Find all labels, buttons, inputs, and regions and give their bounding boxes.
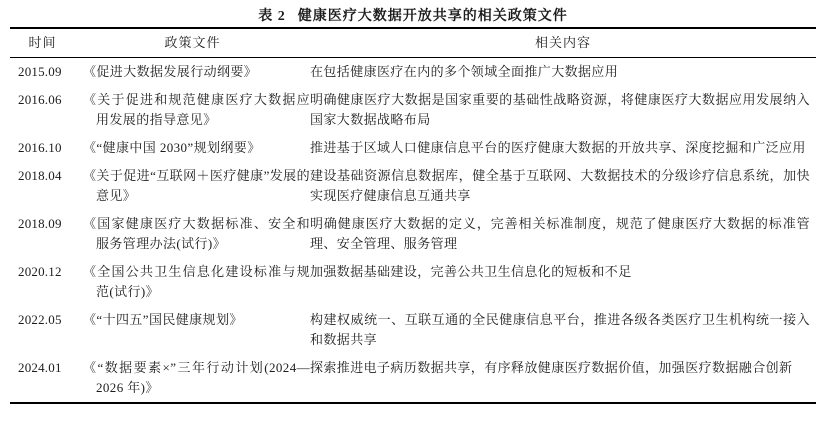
cell-time: 2015.09 bbox=[18, 64, 62, 79]
column-header-policy: 政策文件 bbox=[164, 35, 221, 50]
cell-content: 构建权威统一、互联互通的全民健康信息平台，推进各级各类医疗卫生机构统一接入和数据共享 bbox=[310, 312, 810, 347]
cell-policy: 《“健康中国 2030”规划纲要》 bbox=[83, 140, 261, 155]
cell-policy: 《国家健康医疗大数据标准、安全和服务管理办法(试行)》 bbox=[83, 216, 310, 251]
table-row bbox=[10, 354, 816, 403]
cell-time: 2024.01 bbox=[18, 360, 62, 375]
table-caption bbox=[0, 0, 826, 27]
cell-policy: 《全国公共卫生信息化建设标准与规范(试行)》 bbox=[83, 264, 310, 299]
table-body bbox=[10, 58, 816, 404]
cell-policy: 《关于促进“互联网＋医疗健康”发展的意见》 bbox=[83, 168, 310, 203]
table-row bbox=[10, 86, 816, 134]
cell-time: 2018.09 bbox=[18, 216, 62, 231]
cell-time: 2016.10 bbox=[18, 140, 62, 155]
cell-content: 明确健康医疗大数据是国家重要的基础性战略资源，将健康医疗大数据应用发展纳入国家大数据战略布局 bbox=[310, 92, 810, 127]
table-caption-title: 健康医疗大数据开放共享的相关政策文件 bbox=[297, 9, 568, 24]
table-row bbox=[10, 210, 816, 258]
cell-content: 探索推进电子病历数据共享，有序释放健康医疗数据价值，加强医疗数据融合创新 bbox=[310, 360, 793, 375]
cell-time: 2016.06 bbox=[18, 92, 62, 107]
table-row bbox=[10, 306, 816, 354]
cell-policy: 《“十四五”国民健康规划》 bbox=[83, 312, 243, 327]
table-row bbox=[10, 162, 816, 210]
cell-time: 2020.12 bbox=[18, 264, 62, 279]
cell-content: 加强数据基础建设，完善公共卫生信息化的短板和不足 bbox=[310, 264, 632, 279]
cell-content: 明确健康医疗大数据的定义，完善相关标准制度，规范了健康医疗大数据的标准管理、安全管理、服务管理 bbox=[310, 216, 810, 251]
table-row bbox=[10, 258, 816, 306]
column-header-content: 相关内容 bbox=[534, 35, 591, 50]
cell-policy: 《促进大数据发展行动纲要》 bbox=[83, 64, 258, 79]
table-header bbox=[10, 28, 816, 58]
cell-policy: 《“数据要素×”三年行动计划(2024—2026 年)》 bbox=[83, 360, 310, 395]
policy-table bbox=[10, 27, 816, 404]
cell-policy: 《关于促进和规范健康医疗大数据应用发展的指导意见》 bbox=[83, 92, 310, 127]
column-header-time: 时间 bbox=[28, 35, 57, 50]
table-caption-label: 表 2 bbox=[258, 9, 286, 24]
table-header-row bbox=[10, 28, 816, 58]
cell-time: 2022.05 bbox=[18, 312, 62, 327]
table-row bbox=[10, 58, 816, 87]
cell-time: 2018.04 bbox=[18, 168, 62, 183]
cell-content: 在包括健康医疗在内的多个领域全面推广大数据应用 bbox=[310, 64, 619, 79]
table-row bbox=[10, 134, 816, 162]
cell-content: 推进基于区域人口健康信息平台的医疗健康大数据的开放共享、深度挖掘和广泛应用 bbox=[310, 140, 806, 155]
cell-content: 建设基础资源信息数据库，健全基于互联网、大数据技术的分级诊疗信息系统，加快实现医疗健康信息互通共享 bbox=[310, 168, 810, 203]
